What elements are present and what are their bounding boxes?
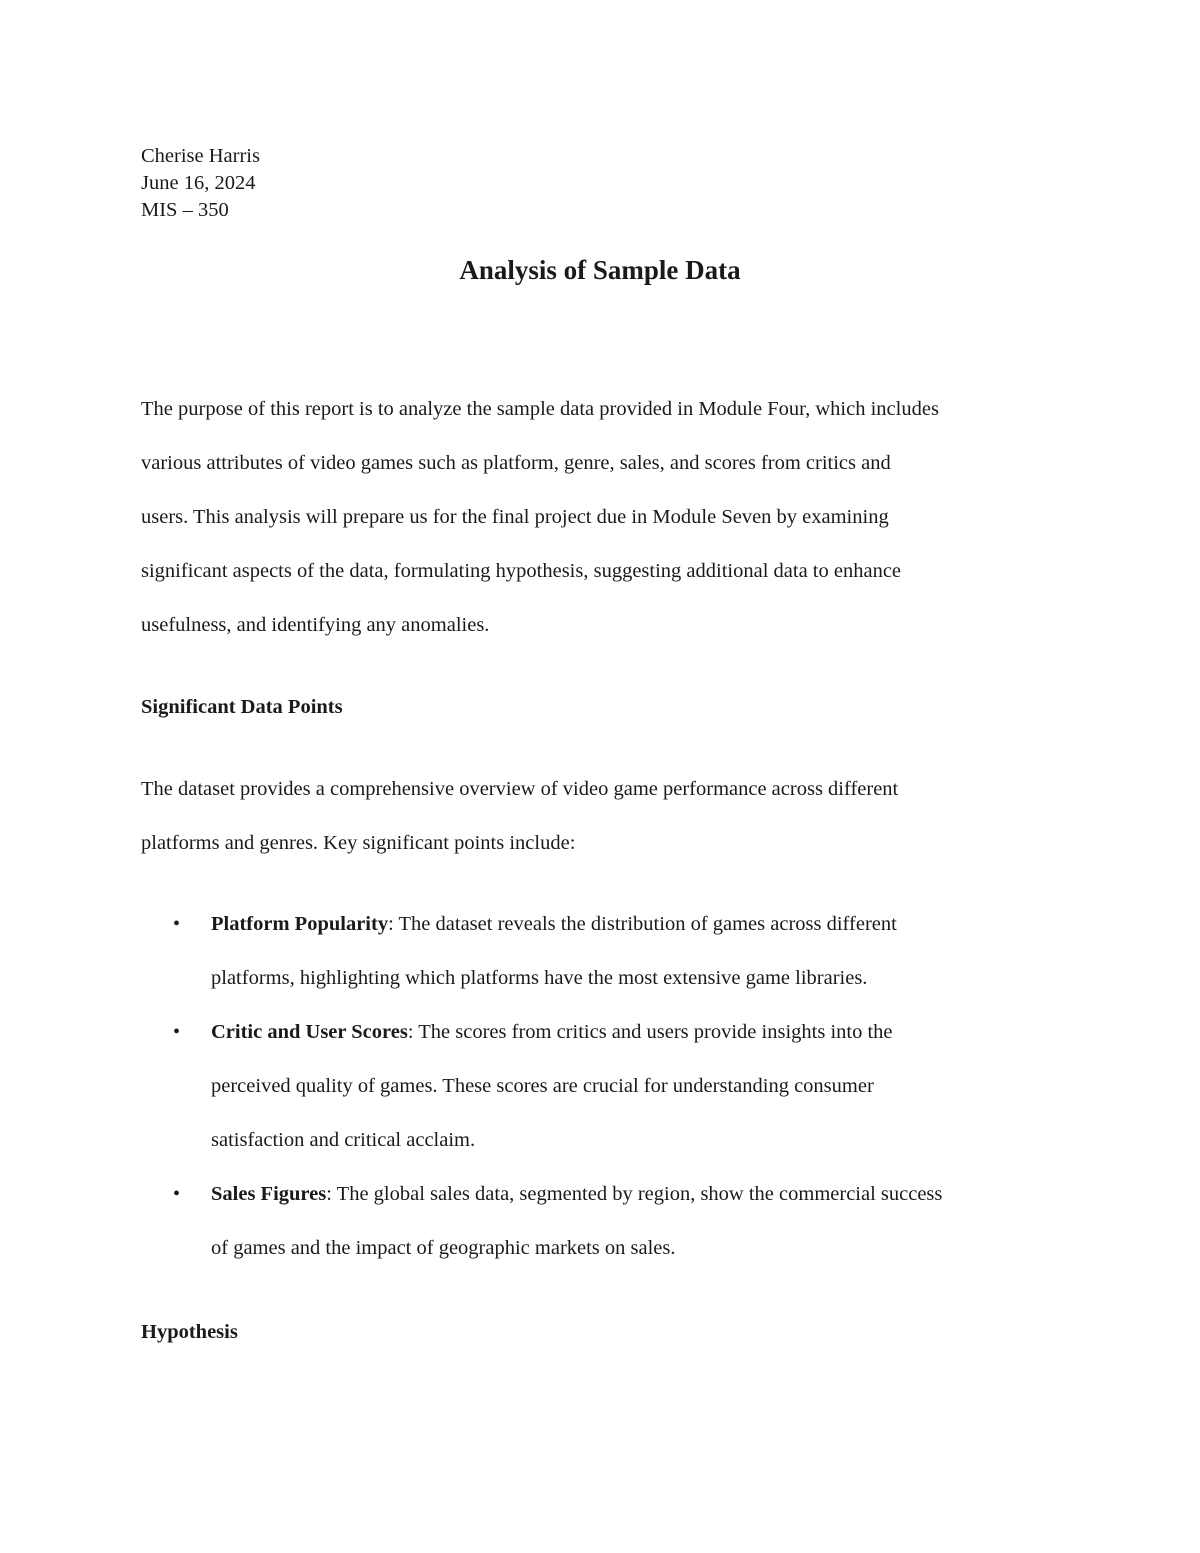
bullet-continuation: of games and the impact of geographic markets on sales.: [211, 1237, 676, 1259]
bullet-text: : The global sales data, segmented by region, show the commercial success: [326, 1183, 943, 1205]
bullet-text: : The dataset reveals the distribution of games across different: [388, 913, 897, 935]
document-title: Analysis of Sample Data: [459, 255, 741, 285]
bullet-icon: •: [173, 913, 181, 935]
bullet-continuation: satisfaction and critical acclaim.: [211, 1129, 476, 1151]
bullet-term: Platform Popularity: [211, 913, 389, 935]
paragraph-line: platforms and genres. Key significant points include:: [141, 832, 576, 854]
list-item: [141, 1005, 1071, 1167]
bullet-first-line: [211, 897, 1071, 951]
list-item: [141, 1167, 1071, 1275]
significant-paragraph: [141, 762, 1071, 870]
paragraph-line: usefulness, and identifying any anomalies.: [141, 614, 490, 636]
bullet-icon: •: [173, 1183, 181, 1205]
bullet-first-line: [211, 1167, 1071, 1221]
bullet-first-line: [211, 1005, 1071, 1059]
paragraph-line: users. This analysis will prepare us for the final project due in Module Seven by examining: [141, 506, 889, 528]
section-heading-hypothesis: Hypothesis: [141, 1321, 238, 1343]
bullet-text: : The scores from critics and users provide insights into the: [407, 1021, 893, 1043]
author-name: Cherise Harris: [141, 145, 260, 167]
paragraph-line: The purpose of this report is to analyze the sample data provided in Module Four, which includes: [141, 398, 939, 420]
bullet-term: Sales Figures: [211, 1183, 327, 1205]
significant-points-list: [141, 897, 1071, 1275]
paragraph-line: significant aspects of the data, formulating hypothesis, suggesting additional data to enhance: [141, 560, 902, 582]
bullet-continuation: platforms, highlighting which platforms have the most extensive game libraries.: [211, 967, 868, 989]
paragraph-line: The dataset provides a comprehensive overview of video game performance across different: [141, 778, 899, 800]
header-block: [141, 143, 260, 224]
bullet-term: Critic and User Scores: [211, 1021, 408, 1043]
document-date: June 16, 2024: [141, 172, 256, 194]
intro-paragraph: [141, 382, 1071, 652]
paragraph-line: various attributes of video games such as platform, genre, sales, and scores from critics and: [141, 452, 891, 474]
bullet-continuation: perceived quality of games. These scores are crucial for understanding consumer: [211, 1075, 874, 1097]
section-heading-significant: Significant Data Points: [141, 696, 343, 718]
bullet-icon: •: [173, 1021, 181, 1043]
course-code: MIS – 350: [141, 199, 229, 221]
list-item: [141, 897, 1071, 1005]
